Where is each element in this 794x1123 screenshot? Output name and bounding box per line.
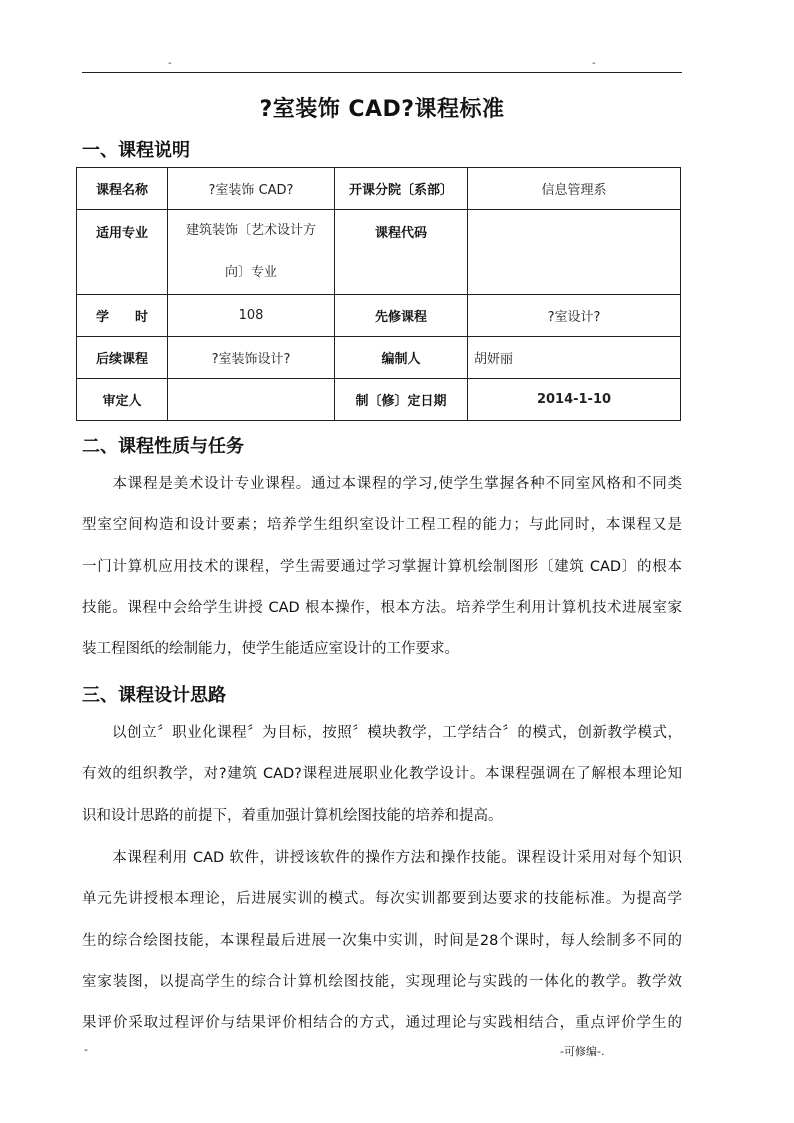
header-mark-right: - <box>592 58 596 69</box>
value-department: 信息管理系 <box>468 168 681 210</box>
section-heading-course-description: 一、课程说明 <box>82 140 190 161</box>
table-row <box>77 337 681 379</box>
paragraph-line: 本课程是美术设计专业课程。通过本课程的学习,使学生掌握各种不同室风格和不同类 <box>82 476 682 492</box>
section-heading-design-approach: 三、课程设计思路 <box>82 685 226 706</box>
label-course-name: 课程名称 <box>77 168 168 210</box>
paragraph-line: 技能。课程中会给学生讲授 CAD 根本操作，根本方法。培养学生利用计算机技术进展室家 <box>82 599 682 616</box>
table-row <box>77 379 681 421</box>
section-heading-course-nature: 二、课程性质与任务 <box>82 436 244 457</box>
value-revision-date: 2014-1-10 <box>468 379 681 421</box>
value-major <box>168 210 335 295</box>
paragraph-line: 果评价采取过程评价与结果评价相结合的方式，通过理论与实践相结合，重点评价学生的 <box>82 1015 682 1032</box>
paragraph-line: 本课程利用 CAD 软件，讲授该软件的操作方法和操作技能。课程设计采用对每个知识 <box>82 850 682 866</box>
label-course-code: 课程代码 <box>335 210 468 295</box>
header-rule <box>82 72 682 73</box>
label-revision-date: 制〔修〕定日期 <box>335 379 468 421</box>
table-row <box>77 210 681 295</box>
paragraph-line: 型室空间构造和设计要素；培养学生组织室设计工程工程的能力；与此同时，本课程又是 <box>82 517 682 534</box>
paragraph-line: 以创立〞职业化课程〞为目标，按照〞模块教学，工学结合〞的模式，创新教学模式， <box>82 725 682 741</box>
footer-watermark-text: -可修编-. <box>560 1045 605 1058</box>
paragraph-line: 一门计算机应用技术的课程，学生需要通过学习掌握计算机绘制图形〔建筑 CAD〕的根本 <box>82 558 682 575</box>
value-course-code <box>468 210 681 295</box>
paragraph-line: 装工程图纸的绘制能力，使学生能适应室设计的工作要求。 <box>82 641 459 658</box>
value-prerequisite: ?室设计? <box>468 295 681 337</box>
label-prerequisite: 先修课程 <box>335 295 468 337</box>
label-hours: 学 时 <box>77 295 168 337</box>
table-row <box>77 295 681 337</box>
paragraph-design-approach <box>82 713 682 837</box>
footer-mark-left: - <box>84 1043 88 1056</box>
paragraph-line: 单元先讲授根本理论，后进展实训的模式。每次实训都要到达要求的技能标准。为提高学 <box>82 891 682 908</box>
paragraph-line: 生的综合绘图技能，本课程最后进展一次集中实训，时间是28个课时，每人绘制多不同的 <box>82 932 682 949</box>
paragraph-line: 室家装图，以提高学生的综合计算机绘图技能，实现理论与实践的一体化的教学。教学效 <box>82 973 682 990</box>
label-major: 适用专业 <box>77 210 168 295</box>
value-compiler: 胡妍丽 <box>468 337 681 379</box>
value-follow-up-course: ?室装饰设计? <box>168 337 335 379</box>
paragraph-line: 识和设计思路的前提下，着重加强计算机绘图技能的培养和提高。 <box>82 807 503 824</box>
label-compiler: 编制人 <box>335 337 468 379</box>
value-course-name: ?室装饰 CAD? <box>168 168 335 210</box>
label-follow-up-course: 后续课程 <box>77 337 168 379</box>
value-reviewer <box>168 379 335 421</box>
document-title: ?室装饰 CAD?课程标准 <box>259 97 505 122</box>
value-hours: 108 <box>168 295 335 337</box>
paragraph-line: 有效的组织教学，对?建筑 CAD?课程进展职业化教学设计。本课程强调在了解根本理论知 <box>82 766 682 783</box>
paragraph-course-nature <box>82 464 682 670</box>
course-info-table <box>76 167 681 421</box>
value-major-line-2: 向〕专业 <box>224 265 277 280</box>
paragraph-software-training <box>82 838 682 1044</box>
header-mark-left: - <box>168 58 172 69</box>
label-reviewer: 审定人 <box>77 379 168 421</box>
value-major-line-1: 建筑装饰〔艺术设计方 <box>185 223 316 238</box>
table-row <box>77 168 681 210</box>
label-department: 开课分院〔系部〕 <box>335 168 468 210</box>
